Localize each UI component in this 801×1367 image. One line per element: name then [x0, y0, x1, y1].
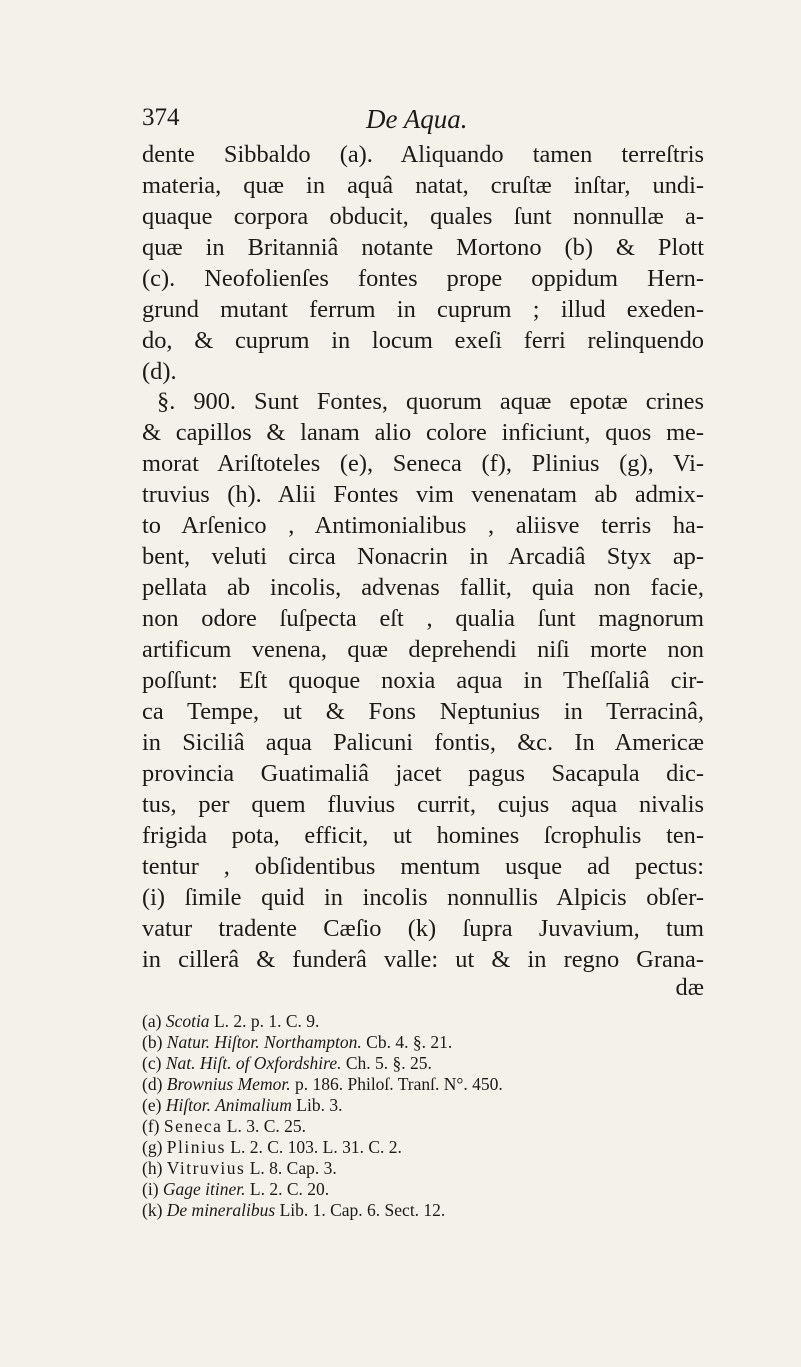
footnote-mark: (k) — [142, 1200, 163, 1220]
footnote-source: Natur. Hiſtor. Northampton. — [166, 1032, 362, 1052]
footnote-mark: (b) — [142, 1032, 163, 1052]
footnote — [142, 1200, 662, 1221]
body-line: artificum venena, quæ deprehendi niſi morte non — [142, 636, 704, 663]
body-line: morat Ariſtoteles (e), Seneca (f), Plinius (g), Vi- — [142, 450, 704, 477]
footnote-mark: (h) — [142, 1158, 163, 1178]
page-header — [142, 104, 702, 144]
section-900-start: §. 900. Sunt Fontes, quorum aquæ epotæ crines — [157, 388, 704, 415]
body-line: (d). — [142, 358, 177, 385]
body-line: non odore ſuſpecta eſt , qualia ſunt magnorum — [142, 605, 704, 632]
page-number: 374 — [142, 104, 180, 131]
footnote-source: Seneca — [163, 1116, 223, 1136]
footnote-ref: L. 2. C. 103. L. 31. C. 2. — [230, 1137, 402, 1157]
body-line: provincia Guatimaliâ jacet pagus Sacapula dic- — [142, 760, 704, 787]
footnote-ref: Cb. 4. §. 21. — [366, 1032, 453, 1052]
footnote — [142, 1032, 662, 1053]
footnote-mark: (a) — [142, 1011, 162, 1031]
footnote — [142, 1116, 662, 1137]
footnote — [142, 1011, 662, 1032]
body-line: in Siciliâ aqua Palicuni fontis, &c. In Americæ — [142, 729, 704, 756]
body-line: ca Tempe, ut & Fons Neptunius in Terracinâ, — [142, 698, 704, 725]
body-line: (i) ſimile quid in incolis nonnullis Alpicis obſer- — [142, 884, 704, 911]
footnote-source: Hiſtor. Animalium — [165, 1095, 292, 1115]
footnote — [142, 1053, 662, 1074]
body-line: in cillerâ & funderâ valle: ut & in regno Grana- — [142, 946, 704, 973]
footnote-source: Gage itiner. — [162, 1179, 246, 1199]
footnote-ref: L. 8. Cap. 3. — [249, 1158, 337, 1178]
footnote-source: De mineralibus — [166, 1200, 276, 1220]
body-line: materia, quæ in aquâ natat, cruſtæ inſtar, undi- — [142, 172, 704, 199]
footnote-ref: Ch. 5. §. 25. — [345, 1053, 432, 1073]
body-line: tentur , obſidentibus mentum usque ad pectus: — [142, 853, 704, 880]
footnote-ref: p. 186. Philoſ. Tranſ. N°. 450. — [294, 1074, 503, 1094]
footnote-ref: L. 2. C. 20. — [249, 1179, 330, 1199]
body-line: poſſunt: Eſt quoque noxia aqua in Theſſaliâ cir- — [142, 667, 704, 694]
footnote-source: Vitruvius — [166, 1158, 246, 1178]
body-line: vatur tradente Cæſio (k) ſupra Juvavium, tum — [142, 915, 704, 942]
body-line: to Arſenico , Antimonialibus , aliisve terris ha- — [142, 512, 704, 539]
body-line: truvius (h). Alii Fontes vim venenatam ab admix- — [142, 481, 704, 508]
body-line: dente Sibbaldo (a). Aliquando tamen terreſtris — [142, 141, 704, 168]
footnote-ref: L. 3. C. 25. — [226, 1116, 307, 1136]
footnote — [142, 1158, 662, 1179]
footnote-mark: (f) — [142, 1116, 160, 1136]
footnote-source: Scotia — [165, 1011, 210, 1031]
footnote-source: Nat. Hiſt. of Oxfordshire. — [165, 1053, 342, 1073]
footnote-source: Brownius Memor. — [166, 1074, 291, 1094]
catchword: dæ — [675, 974, 704, 1001]
body-line: frigida pota, efficit, ut homines ſcrophulis ten- — [142, 822, 704, 849]
footnote — [142, 1137, 662, 1158]
footnote — [142, 1074, 662, 1095]
body-line: (c). Neofolienſes fontes prope oppidum Hern- — [142, 265, 704, 292]
footnote-mark: (g) — [142, 1137, 163, 1157]
footnote-mark: (i) — [142, 1179, 159, 1199]
body-line: tus, per quem fluvius currit, cujus aqua nivalis — [142, 791, 704, 818]
body-line: pellata ab incolis, advenas fallit, quia non facie, — [142, 574, 704, 601]
footnote-source: Plinius — [166, 1137, 226, 1157]
body-line: quaque corpora obducit, quales ſunt nonnullæ a- — [142, 203, 704, 230]
body-line: & capillos & lanam alio colore inficiunt, quos me- — [142, 419, 704, 446]
footnote — [142, 1179, 662, 1200]
body-line: bent, veluti circa Nonacrin in Arcadiâ Styx ap- — [142, 543, 704, 570]
footnote — [142, 1095, 662, 1116]
body-line: do, & cuprum in locum exeſi ferri relinquendo — [142, 327, 704, 354]
body-line: quæ in Britanniâ notante Mortono (b) & Plott — [142, 234, 704, 261]
body-line: grund mutant ferrum in cuprum ; illud exeden- — [142, 296, 704, 323]
running-title: De Aqua. — [366, 104, 468, 134]
footnote-ref: Lib. 1. Cap. 6. Sect. 12. — [279, 1200, 446, 1220]
footnote-mark: (c) — [142, 1053, 162, 1073]
footnote-ref: L. 2. p. 1. C. 9. — [213, 1011, 320, 1031]
footnote-mark: (e) — [142, 1095, 162, 1115]
footnote-ref: Lib. 3. — [296, 1095, 343, 1115]
footnote-mark: (d) — [142, 1074, 163, 1094]
